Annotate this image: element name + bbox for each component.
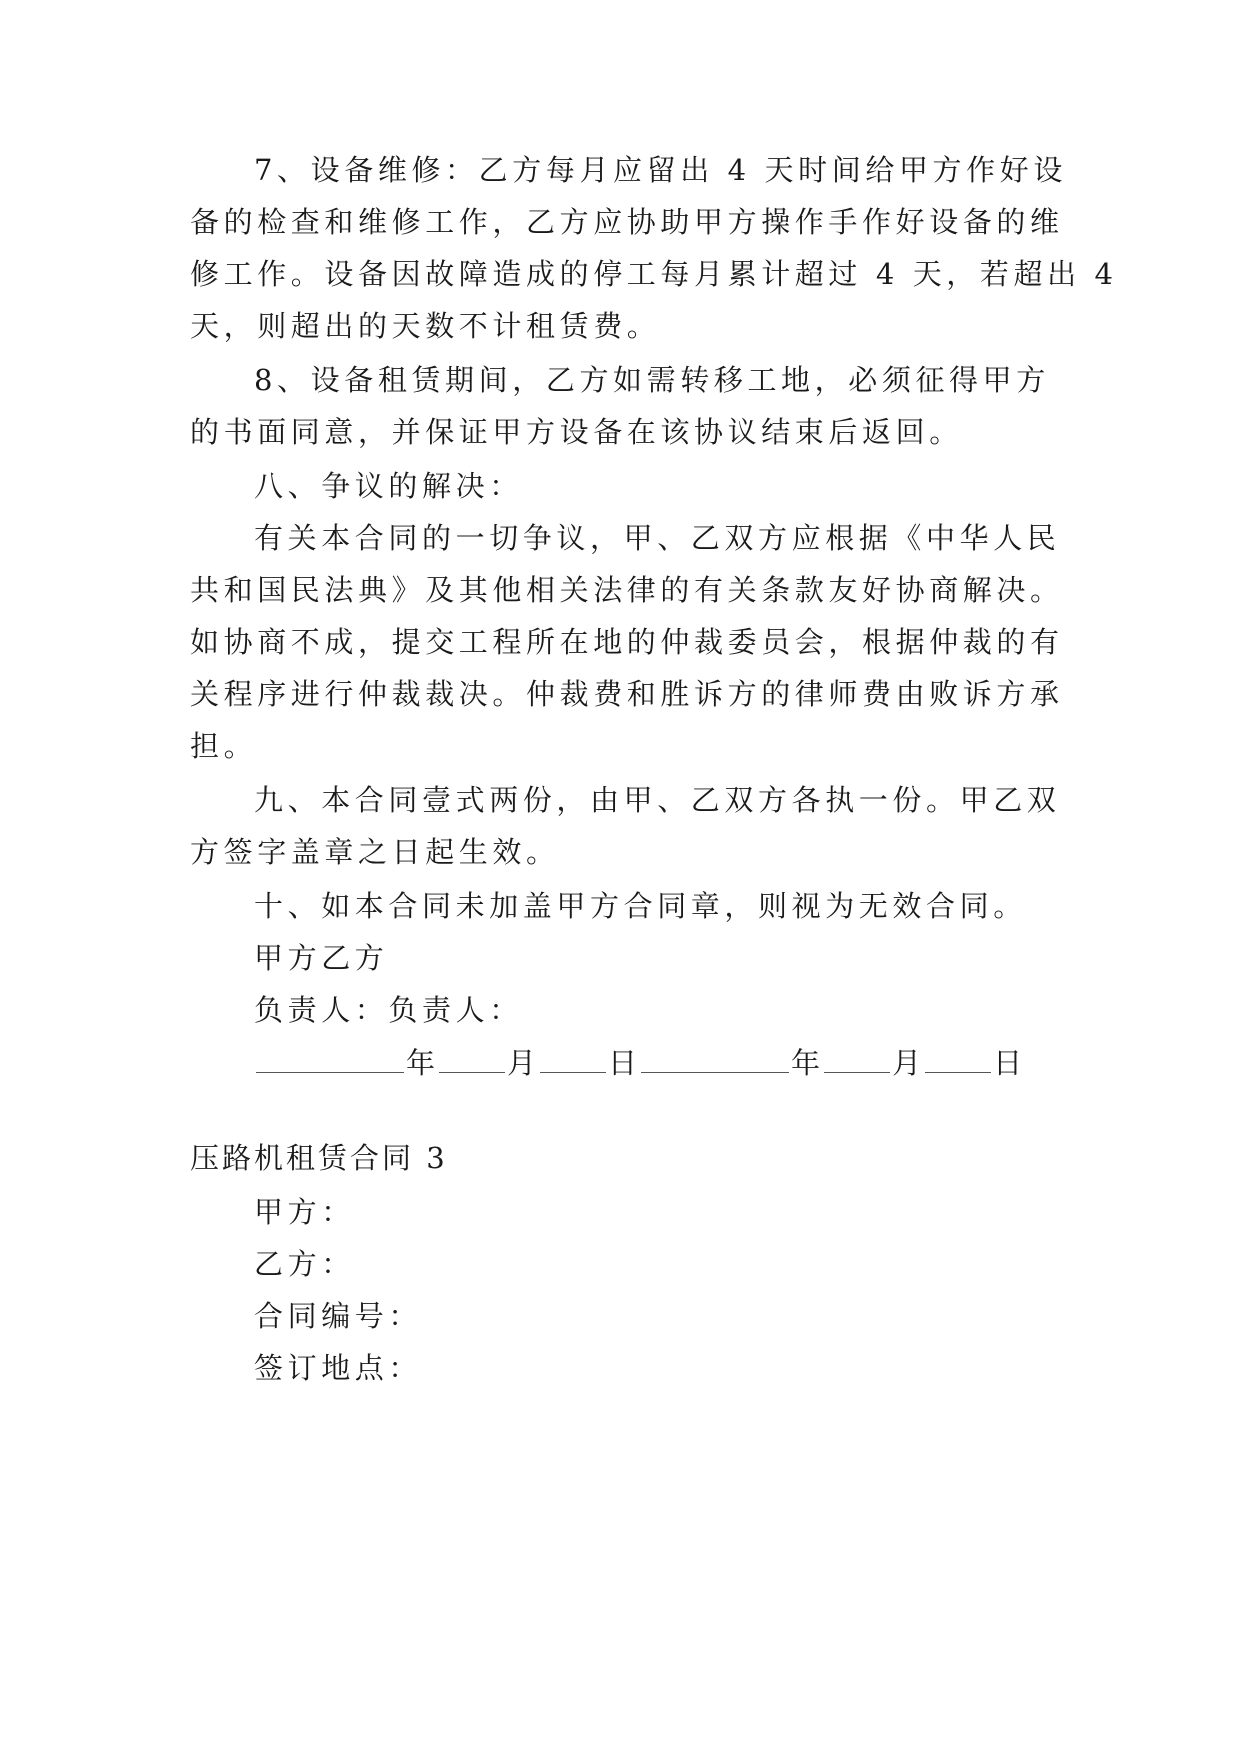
clause-8-line-2: 的书面同意，并保证甲方设备在该协议结束后返回。 — [190, 415, 963, 449]
field-party-a: 甲方： — [254, 1195, 355, 1229]
date-line — [254, 1042, 1024, 1082]
month-label-a: 月 — [507, 1046, 539, 1080]
responsible-label: 负责人：负责人： — [254, 993, 523, 1027]
clause-7-line-3: 修工作。设备因故障造成的停工每月累计超过 4 天，若超出 4 — [190, 257, 1118, 291]
dispute-line-3: 如协商不成，提交工程所在地的仲裁委员会，根据仲裁的有 — [190, 625, 1064, 659]
dispute-line-1: 有关本合同的一切争议，甲、乙双方应根据《中华人民 — [254, 521, 1061, 555]
year-label-a: 年 — [406, 1046, 438, 1080]
clause-7-line-1: 7、设备维修：乙方每月应留出 4 天时间给甲方作好设 — [254, 153, 1067, 187]
day-label-a: 日 — [608, 1046, 640, 1080]
section-10: 十、如本合同未加盖甲方合同章，则视为无效合同。 — [254, 889, 1027, 923]
month-blank-b — [824, 1042, 890, 1073]
year-blank-a — [256, 1042, 404, 1073]
clause-7-line-2: 备的检查和维修工作，乙方应协助甲方操作手作好设备的维 — [190, 205, 1064, 239]
day-blank-a — [540, 1042, 606, 1073]
day-blank-b — [925, 1042, 991, 1073]
contract-3-title: 压路机租赁合同 3 — [190, 1141, 448, 1175]
section-9-line-2: 方签字盖章之日起生效。 — [190, 835, 560, 869]
clause-7-line-4: 天，则超出的天数不计租赁费。 — [190, 309, 661, 343]
field-signing-place: 签订地点： — [254, 1351, 423, 1385]
parties-label: 甲方乙方 — [254, 941, 389, 975]
field-party-b: 乙方： — [254, 1247, 355, 1281]
clause-8-line-1: 8、设备租赁期间，乙方如需转移工地，必须征得甲方 — [254, 363, 1050, 397]
dispute-line-2: 共和国民法典》及其他相关法律的有关条款友好协商解决。 — [190, 573, 1064, 607]
month-blank-a — [439, 1042, 505, 1073]
day-label-b: 日 — [993, 1046, 1025, 1080]
section-9-line-1: 九、本合同壹式两份，由甲、乙双方各执一份。甲乙双 — [254, 783, 1061, 817]
section-8-heading: 八、争议的解决： — [254, 469, 523, 503]
dispute-line-4: 关程序进行仲裁裁决。仲裁费和胜诉方的律师费由败诉方承 — [190, 677, 1064, 711]
month-label-b: 月 — [892, 1046, 924, 1080]
dispute-line-5: 担。 — [190, 729, 258, 763]
field-contract-number: 合同编号： — [254, 1299, 423, 1333]
year-blank-b — [641, 1042, 789, 1073]
year-label-b: 年 — [791, 1046, 823, 1080]
